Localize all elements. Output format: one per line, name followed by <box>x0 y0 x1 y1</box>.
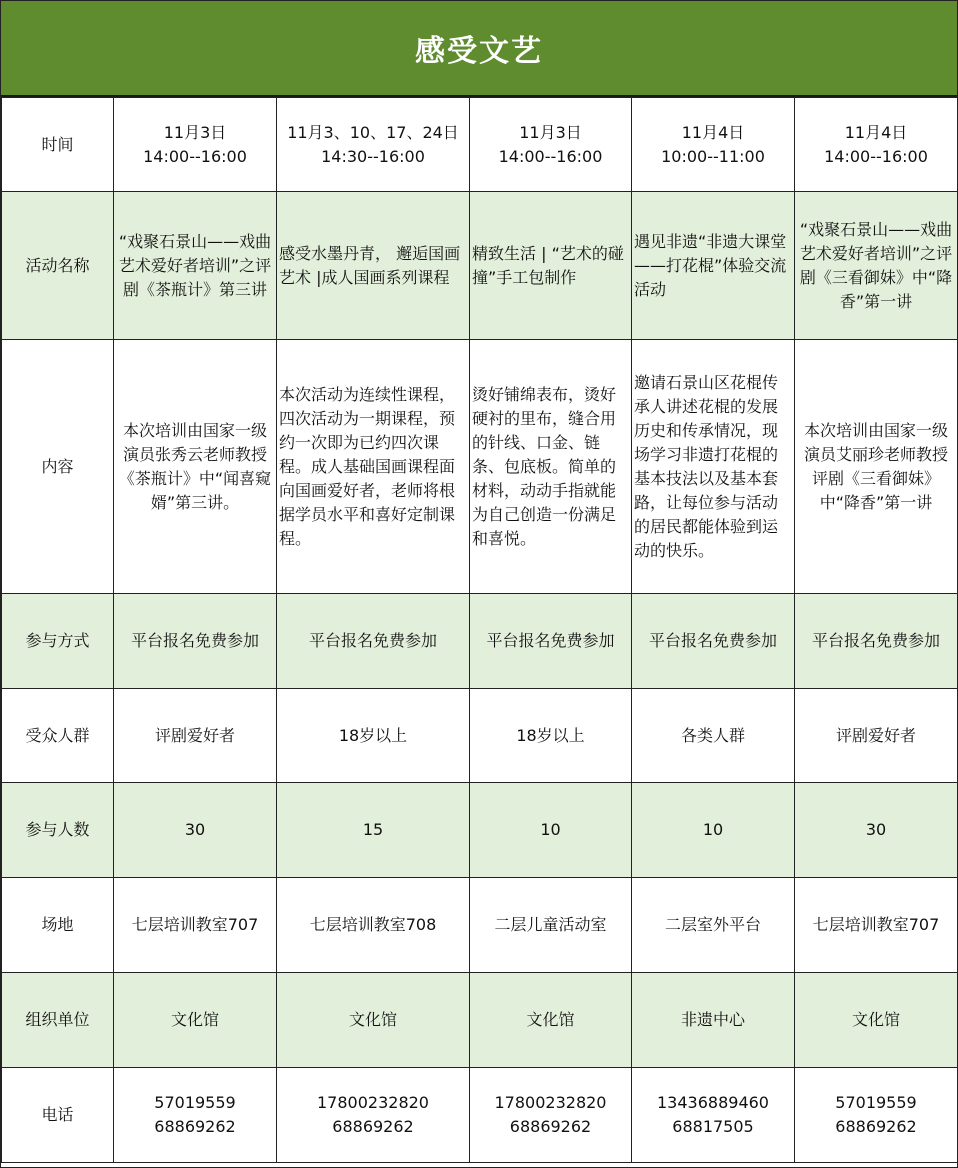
cell-text: 57019559 68869262 <box>835 1093 917 1136</box>
table-cell <box>632 878 795 973</box>
cell-text: 感受水墨丹青， 邂逅国画艺术 |成人国画系列课程 <box>279 243 461 287</box>
table-cell <box>632 973 795 1068</box>
table-cell <box>795 783 958 878</box>
row-label: 受众人群 <box>2 689 114 783</box>
table-cell <box>277 689 470 783</box>
cell-text: 文化馆 <box>348 1010 397 1029</box>
table-cell <box>795 340 958 594</box>
cell-text: 30 <box>865 820 887 839</box>
table-cell <box>114 192 277 340</box>
row-label: 参与人数 <box>2 783 114 878</box>
table-cell <box>632 689 795 783</box>
cell-text: 各类人群 <box>680 725 745 745</box>
cell-text: 平台报名免费参加 <box>130 631 259 650</box>
cell-text: 遇见非遗“非遗大课堂——打花棍”体验交流活动 <box>634 231 787 299</box>
cell-text: 17800232820 68869262 <box>317 1093 429 1136</box>
table-cell <box>632 192 795 340</box>
table-cell <box>277 878 470 973</box>
cell-text: 七层培训教室707 <box>812 915 940 934</box>
table-cell <box>795 594 958 689</box>
cell-text: 邀请石景山区花棍传承人讲述花棍的发展历史和传承情况，现场学习非遗打花棍的基本技法以及基本套路，让每位参与活动的居民都能体验到运动的快乐。 <box>634 372 779 560</box>
row-label: 内容 <box>2 340 114 594</box>
table-cell <box>114 689 277 783</box>
cell-text: 七层培训教室708 <box>309 915 437 934</box>
organizer-row <box>2 973 958 1068</box>
table-cell <box>470 878 632 973</box>
cell-text: 文化馆 <box>526 1010 575 1029</box>
table-cell <box>470 689 632 783</box>
cell-text: 17800232820 68869262 <box>494 1093 607 1136</box>
cell-text: 二层室外平台 <box>664 915 761 934</box>
cell-text: 11月3、10、17、24日 14:30--16:00 <box>287 122 459 166</box>
cell-text: “戏聚石景山——戏曲艺术爱好者培训”之评剧《三看御妹》中“降香”第一讲 <box>799 219 953 311</box>
cell-text: 30 <box>184 820 206 839</box>
table-cell <box>277 98 470 192</box>
table-cell <box>795 878 958 973</box>
table-cell <box>795 192 958 340</box>
time-row <box>2 98 958 192</box>
table-cell <box>114 340 277 594</box>
table-cell <box>114 878 277 973</box>
cell-text: 非遗中心 <box>680 1010 745 1029</box>
table-cell <box>795 973 958 1068</box>
table-cell <box>470 98 632 192</box>
table-cell <box>114 1068 277 1163</box>
cell-text: 11月4日 10:00--11:00 <box>661 122 765 166</box>
table-cell <box>470 340 632 594</box>
cell-text: 13436889460 68817505 <box>657 1093 769 1136</box>
table-cell <box>795 689 958 783</box>
table-cell <box>114 783 277 878</box>
table-cell <box>632 340 795 594</box>
table-cell <box>795 98 958 192</box>
page-title: 感受文艺 <box>1 1 957 97</box>
table-cell <box>277 192 470 340</box>
row-label: 活动名称 <box>2 192 114 340</box>
table-cell <box>470 973 632 1068</box>
table-cell <box>632 594 795 689</box>
table-cell <box>114 98 277 192</box>
participation-row <box>2 594 958 689</box>
cell-text: 本次培训由国家一级演员张秀云老师教授《茶瓶计》中“闻喜窥婿”第三讲。 <box>118 420 272 512</box>
phone-row <box>2 1068 958 1163</box>
venue-row <box>2 878 958 973</box>
cell-text: 精致生活 | “艺术的碰撞”手工包制作 <box>472 243 624 287</box>
row-label: 参与方式 <box>2 594 114 689</box>
cell-text: 文化馆 <box>170 1010 219 1029</box>
cell-text: 本次培训由国家一级演员艾丽珍老师教授评剧《三看御妹》中“降香”第一讲 <box>803 420 948 512</box>
cell-text: 18岁以上 <box>338 725 408 745</box>
cell-text: 平台报名免费参加 <box>486 631 615 650</box>
row-label: 电话 <box>2 1068 114 1163</box>
table-cell <box>277 973 470 1068</box>
table-cell <box>277 1068 470 1163</box>
table-cell <box>470 1068 632 1163</box>
cell-text: 评剧爱好者 <box>835 725 916 745</box>
table-cell <box>277 340 470 594</box>
cell-text: 18岁以上 <box>516 725 585 745</box>
table-cell <box>632 98 795 192</box>
cell-text: 15 <box>362 820 384 839</box>
table-cell <box>277 783 470 878</box>
row-label: 场地 <box>2 878 114 973</box>
cell-text: 二层儿童活动室 <box>494 915 607 934</box>
table-cell <box>277 594 470 689</box>
headcount-row <box>2 783 958 878</box>
table-cell <box>114 594 277 689</box>
activity-table-body <box>2 98 958 1163</box>
activity-name-row <box>2 192 958 340</box>
cell-text: 评剧爱好者 <box>154 725 235 745</box>
table-cell <box>470 783 632 878</box>
cell-text: 平台报名免费参加 <box>811 631 940 650</box>
cell-text: “戏聚石景山——戏曲艺术爱好者培训”之评剧《茶瓶计》第三讲 <box>118 231 272 299</box>
cell-text: 57019559 68869262 <box>154 1093 236 1136</box>
content-row <box>2 340 958 594</box>
table-cell <box>114 973 277 1068</box>
cell-text: 11月3日 14:00--16:00 <box>498 122 603 166</box>
table-cell <box>470 192 632 340</box>
audience-row <box>2 689 958 783</box>
cell-text: 11月4日 14:00--16:00 <box>824 122 928 166</box>
table-cell <box>470 594 632 689</box>
activity-table <box>1 97 958 1163</box>
cell-text: 本次活动为连续性课程，四次活动为一期课程，预约一次即为已约四次课程。成人基础国画课程面向国画爱好者，老师将根据学员水平和喜好定制课程。 <box>279 384 456 548</box>
row-label: 时间 <box>2 98 114 192</box>
cell-text: 文化馆 <box>851 1010 900 1029</box>
table-cell <box>795 1068 958 1163</box>
cell-text: 10 <box>540 820 561 839</box>
cell-text: 七层培训教室707 <box>131 915 259 934</box>
cell-text: 烫好铺绵表布，烫好硬衬的里布，缝合用的针线、口金、链条、包底板。简单的材料，动动手指就能为自己创造一份满足和喜悦。 <box>472 384 617 548</box>
table-cell <box>632 1068 795 1163</box>
cell-text: 平台报名免费参加 <box>648 631 777 650</box>
row-label: 组织单位 <box>2 973 114 1068</box>
cell-text: 10 <box>702 820 724 839</box>
table-cell <box>632 783 795 878</box>
cell-text: 11月3日 14:00--16:00 <box>143 122 247 166</box>
cell-text: 平台报名免费参加 <box>308 631 437 650</box>
